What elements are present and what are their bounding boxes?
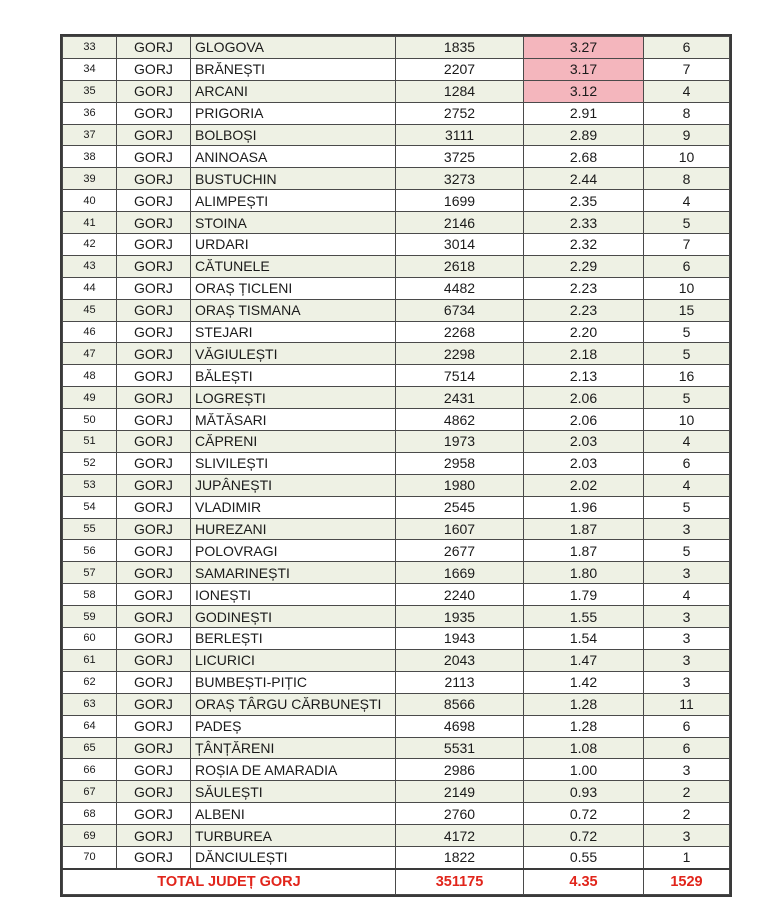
table-row (63, 124, 730, 146)
locality-name-cell: TURBUREA (191, 825, 396, 847)
row-number: 35 (63, 80, 117, 102)
county-cell: GORJ (117, 343, 191, 365)
population-cell: 4698 (396, 715, 524, 737)
row-number: 40 (63, 190, 117, 212)
county-cell: GORJ (117, 628, 191, 650)
incidence-rate-cell: 1.55 (524, 606, 644, 628)
county-cell: GORJ (117, 606, 191, 628)
cases-cell: 3 (644, 649, 730, 671)
incidence-rate-cell: 2.32 (524, 234, 644, 256)
county-cell: GORJ (117, 715, 191, 737)
incidence-rate-cell: 2.35 (524, 190, 644, 212)
incidence-rate-cell: 1.42 (524, 671, 644, 693)
population-cell: 2043 (396, 649, 524, 671)
locality-name-cell: ORAȘ ȚICLENI (191, 277, 396, 299)
row-number: 55 (63, 518, 117, 540)
locality-name-cell: URDARI (191, 234, 396, 256)
county-cell: GORJ (117, 737, 191, 759)
county-cell: GORJ (117, 255, 191, 277)
incidence-rate-cell: 3.12 (524, 80, 644, 102)
county-cell: GORJ (117, 474, 191, 496)
cases-cell: 1 (644, 846, 730, 868)
cases-cell: 4 (644, 431, 730, 453)
population-cell: 1669 (396, 562, 524, 584)
locality-name-cell: BERLEȘTI (191, 628, 396, 650)
table-row (63, 781, 730, 803)
row-number: 54 (63, 496, 117, 518)
row-number: 46 (63, 321, 117, 343)
table-row (63, 474, 730, 496)
population-cell: 3111 (396, 124, 524, 146)
row-number: 39 (63, 168, 117, 190)
incidence-rate-cell: 0.72 (524, 803, 644, 825)
county-cell: GORJ (117, 825, 191, 847)
row-number: 65 (63, 737, 117, 759)
table-row (63, 299, 730, 321)
population-cell: 2431 (396, 387, 524, 409)
row-number: 52 (63, 452, 117, 474)
cases-cell: 9 (644, 124, 730, 146)
county-cell: GORJ (117, 803, 191, 825)
row-number: 61 (63, 649, 117, 671)
incidence-rate-cell: 0.93 (524, 781, 644, 803)
row-number: 53 (63, 474, 117, 496)
locality-name-cell: ALIMPEȘTI (191, 190, 396, 212)
incidence-rate-cell: 1.28 (524, 715, 644, 737)
incidence-rate-cell: 1.08 (524, 737, 644, 759)
county-cell: GORJ (117, 649, 191, 671)
population-cell: 3725 (396, 146, 524, 168)
cases-cell: 3 (644, 825, 730, 847)
population-cell: 1943 (396, 628, 524, 650)
row-number: 58 (63, 584, 117, 606)
locality-name-cell: MĂTĂSARI (191, 409, 396, 431)
table-row (63, 846, 730, 868)
county-cell: GORJ (117, 212, 191, 234)
population-cell: 2149 (396, 781, 524, 803)
county-cell: GORJ (117, 409, 191, 431)
incidence-table (62, 36, 730, 895)
incidence-rate-cell: 2.29 (524, 255, 644, 277)
incidence-rate-cell: 0.55 (524, 846, 644, 868)
county-cell: GORJ (117, 299, 191, 321)
cases-cell: 3 (644, 671, 730, 693)
row-number: 64 (63, 715, 117, 737)
cases-cell: 10 (644, 277, 730, 299)
cases-cell: 5 (644, 540, 730, 562)
county-cell: GORJ (117, 781, 191, 803)
table-row (63, 693, 730, 715)
cases-cell: 3 (644, 628, 730, 650)
population-cell: 5531 (396, 737, 524, 759)
locality-name-cell: ANINOASA (191, 146, 396, 168)
locality-name-cell: ORAȘ TISMANA (191, 299, 396, 321)
cases-cell: 6 (644, 715, 730, 737)
population-cell: 2268 (396, 321, 524, 343)
row-number: 44 (63, 277, 117, 299)
locality-name-cell: BRĂNEȘTI (191, 58, 396, 80)
row-number: 68 (63, 803, 117, 825)
county-cell: GORJ (117, 452, 191, 474)
table-row (63, 431, 730, 453)
locality-name-cell: CĂTUNELE (191, 255, 396, 277)
locality-name-cell: DĂNCIULEȘTI (191, 846, 396, 868)
population-cell: 1822 (396, 846, 524, 868)
incidence-rate-cell: 2.91 (524, 102, 644, 124)
population-cell: 4172 (396, 825, 524, 847)
population-cell: 2986 (396, 759, 524, 781)
table-row (63, 37, 730, 59)
table-row (63, 649, 730, 671)
county-cell: GORJ (117, 562, 191, 584)
cases-cell: 6 (644, 37, 730, 59)
incidence-rate-cell: 1.47 (524, 649, 644, 671)
incidence-rate-cell: 2.18 (524, 343, 644, 365)
locality-name-cell: SAMARINEȘTI (191, 562, 396, 584)
population-cell: 1980 (396, 474, 524, 496)
row-number: 34 (63, 58, 117, 80)
row-number: 38 (63, 146, 117, 168)
table-row (63, 277, 730, 299)
locality-name-cell: BĂLEȘTI (191, 365, 396, 387)
population-cell: 2545 (396, 496, 524, 518)
county-cell: GORJ (117, 584, 191, 606)
population-cell: 2958 (396, 452, 524, 474)
county-cell: GORJ (117, 846, 191, 868)
locality-name-cell: ȚÂNȚĂRENI (191, 737, 396, 759)
cases-cell: 6 (644, 255, 730, 277)
table-row (63, 58, 730, 80)
population-cell: 2760 (396, 803, 524, 825)
table-row (63, 606, 730, 628)
cases-cell: 15 (644, 299, 730, 321)
county-cell: GORJ (117, 387, 191, 409)
table-row (63, 496, 730, 518)
cases-cell: 2 (644, 803, 730, 825)
locality-name-cell: HUREZANI (191, 518, 396, 540)
population-cell: 1835 (396, 37, 524, 59)
county-cell: GORJ (117, 146, 191, 168)
cases-cell: 3 (644, 606, 730, 628)
incidence-rate-cell: 2.02 (524, 474, 644, 496)
table-row (63, 102, 730, 124)
population-cell: 2752 (396, 102, 524, 124)
table-row (63, 365, 730, 387)
locality-name-cell: CĂPRENI (191, 431, 396, 453)
incidence-rate-cell: 1.28 (524, 693, 644, 715)
incidence-rate-cell: 2.89 (524, 124, 644, 146)
cases-cell: 8 (644, 168, 730, 190)
population-cell: 1607 (396, 518, 524, 540)
row-number: 56 (63, 540, 117, 562)
cases-cell: 4 (644, 474, 730, 496)
table-row (63, 146, 730, 168)
table-row (63, 540, 730, 562)
county-cell: GORJ (117, 234, 191, 256)
row-number: 70 (63, 846, 117, 868)
total-cases: 1529 (644, 869, 730, 895)
county-cell: GORJ (117, 80, 191, 102)
incidence-rate-cell: 2.06 (524, 409, 644, 431)
county-cell: GORJ (117, 321, 191, 343)
total-population: 351175 (396, 869, 524, 895)
locality-name-cell: BUMBEȘTI-PIȚIC (191, 671, 396, 693)
population-cell: 4862 (396, 409, 524, 431)
table-body (63, 37, 730, 869)
cases-cell: 16 (644, 365, 730, 387)
cases-cell: 4 (644, 80, 730, 102)
county-cell: GORJ (117, 518, 191, 540)
row-number: 37 (63, 124, 117, 146)
population-cell: 2618 (396, 255, 524, 277)
population-cell: 1935 (396, 606, 524, 628)
row-number: 42 (63, 234, 117, 256)
locality-name-cell: STOINA (191, 212, 396, 234)
row-number: 60 (63, 628, 117, 650)
incidence-rate-cell: 1.96 (524, 496, 644, 518)
population-cell: 7514 (396, 365, 524, 387)
cases-cell: 5 (644, 496, 730, 518)
population-cell: 8566 (396, 693, 524, 715)
table-row (63, 452, 730, 474)
total-label: TOTAL JUDEȚ GORJ (63, 869, 396, 895)
cases-cell: 5 (644, 343, 730, 365)
incidence-rate-cell: 2.68 (524, 146, 644, 168)
county-cell: GORJ (117, 671, 191, 693)
row-number: 49 (63, 387, 117, 409)
cases-cell: 5 (644, 212, 730, 234)
county-cell: GORJ (117, 365, 191, 387)
locality-name-cell: SĂULEȘTI (191, 781, 396, 803)
table-row (63, 759, 730, 781)
population-cell: 3014 (396, 234, 524, 256)
table-row (63, 80, 730, 102)
cases-cell: 5 (644, 387, 730, 409)
incidence-rate-cell: 1.80 (524, 562, 644, 584)
locality-name-cell: LOGREȘTI (191, 387, 396, 409)
row-number: 50 (63, 409, 117, 431)
population-cell: 4482 (396, 277, 524, 299)
row-number: 62 (63, 671, 117, 693)
incidence-rate-cell: 2.03 (524, 452, 644, 474)
table-row (63, 190, 730, 212)
row-number: 63 (63, 693, 117, 715)
incidence-rate-cell: 2.03 (524, 431, 644, 453)
table-row (63, 715, 730, 737)
cases-cell: 8 (644, 102, 730, 124)
row-number: 33 (63, 37, 117, 59)
row-number: 59 (63, 606, 117, 628)
cases-cell: 3 (644, 562, 730, 584)
table-row (63, 562, 730, 584)
incidence-rate-cell: 1.54 (524, 628, 644, 650)
table-row (63, 737, 730, 759)
locality-name-cell: LICURICI (191, 649, 396, 671)
locality-name-cell: IONEȘTI (191, 584, 396, 606)
incidence-rate-cell: 2.20 (524, 321, 644, 343)
incidence-rate-cell: 1.79 (524, 584, 644, 606)
incidence-rate-cell: 2.13 (524, 365, 644, 387)
cases-cell: 10 (644, 146, 730, 168)
row-number: 43 (63, 255, 117, 277)
table-row (63, 234, 730, 256)
county-cell: GORJ (117, 540, 191, 562)
cases-cell: 6 (644, 737, 730, 759)
table-row (63, 168, 730, 190)
table-row (63, 825, 730, 847)
locality-name-cell: PADEȘ (191, 715, 396, 737)
county-cell: GORJ (117, 168, 191, 190)
incidence-rate-cell: 3.27 (524, 37, 644, 59)
population-cell: 2240 (396, 584, 524, 606)
table-row (63, 671, 730, 693)
incidence-rate-cell: 1.87 (524, 540, 644, 562)
table-row (63, 212, 730, 234)
cases-cell: 3 (644, 759, 730, 781)
population-cell: 6734 (396, 299, 524, 321)
population-cell: 1284 (396, 80, 524, 102)
incidence-rate-cell: 2.23 (524, 277, 644, 299)
county-cell: GORJ (117, 277, 191, 299)
county-cell: GORJ (117, 496, 191, 518)
incidence-rate-cell: 0.72 (524, 825, 644, 847)
locality-name-cell: ORAȘ TÂRGU CĂRBUNEȘTI (191, 693, 396, 715)
incidence-rate-cell: 2.44 (524, 168, 644, 190)
cases-cell: 5 (644, 321, 730, 343)
row-number: 67 (63, 781, 117, 803)
locality-name-cell: VĂGIULEȘTI (191, 343, 396, 365)
incidence-rate-cell: 1.00 (524, 759, 644, 781)
row-number: 41 (63, 212, 117, 234)
locality-name-cell: GODINEȘTI (191, 606, 396, 628)
population-cell: 2298 (396, 343, 524, 365)
table-row (63, 803, 730, 825)
table-row (63, 628, 730, 650)
locality-name-cell: SLIVILEȘTI (191, 452, 396, 474)
locality-name-cell: POLOVRAGI (191, 540, 396, 562)
population-cell: 2207 (396, 58, 524, 80)
cases-cell: 7 (644, 58, 730, 80)
county-cell: GORJ (117, 102, 191, 124)
table-row (63, 255, 730, 277)
locality-name-cell: STEJARI (191, 321, 396, 343)
incidence-rate-cell: 2.33 (524, 212, 644, 234)
locality-name-cell: JUPÂNEȘTI (191, 474, 396, 496)
population-cell: 2146 (396, 212, 524, 234)
row-number: 47 (63, 343, 117, 365)
table-row (63, 321, 730, 343)
county-cell: GORJ (117, 759, 191, 781)
locality-name-cell: ROȘIA DE AMARADIA (191, 759, 396, 781)
cases-cell: 6 (644, 452, 730, 474)
locality-name-cell: BUSTUCHIN (191, 168, 396, 190)
table-row (63, 343, 730, 365)
county-cell: GORJ (117, 693, 191, 715)
locality-name-cell: PRIGORIA (191, 102, 396, 124)
locality-name-cell: BOLBOȘI (191, 124, 396, 146)
county-cell: GORJ (117, 124, 191, 146)
row-number: 57 (63, 562, 117, 584)
table-row (63, 518, 730, 540)
cases-cell: 4 (644, 584, 730, 606)
population-cell: 2677 (396, 540, 524, 562)
row-number: 48 (63, 365, 117, 387)
locality-name-cell: ARCANI (191, 80, 396, 102)
incidence-table-sheet (60, 34, 732, 897)
row-number: 51 (63, 431, 117, 453)
table-row (63, 387, 730, 409)
county-cell: GORJ (117, 58, 191, 80)
cases-cell: 3 (644, 518, 730, 540)
locality-name-cell: ALBENI (191, 803, 396, 825)
incidence-rate-cell: 3.17 (524, 58, 644, 80)
cases-cell: 4 (644, 190, 730, 212)
row-number: 45 (63, 299, 117, 321)
row-number: 36 (63, 102, 117, 124)
population-cell: 3273 (396, 168, 524, 190)
row-number: 69 (63, 825, 117, 847)
cases-cell: 2 (644, 781, 730, 803)
locality-name-cell: GLOGOVA (191, 37, 396, 59)
table-row (63, 409, 730, 431)
population-cell: 1973 (396, 431, 524, 453)
incidence-rate-cell: 2.23 (524, 299, 644, 321)
population-cell: 2113 (396, 671, 524, 693)
locality-name-cell: VLADIMIR (191, 496, 396, 518)
county-cell: GORJ (117, 190, 191, 212)
cases-cell: 10 (644, 409, 730, 431)
county-cell: GORJ (117, 37, 191, 59)
table-row (63, 584, 730, 606)
incidence-rate-cell: 1.87 (524, 518, 644, 540)
cases-cell: 7 (644, 234, 730, 256)
population-cell: 1699 (396, 190, 524, 212)
incidence-rate-cell: 2.06 (524, 387, 644, 409)
total-row (63, 869, 730, 895)
total-rate: 4.35 (524, 869, 644, 895)
row-number: 66 (63, 759, 117, 781)
county-cell: GORJ (117, 431, 191, 453)
cases-cell: 11 (644, 693, 730, 715)
